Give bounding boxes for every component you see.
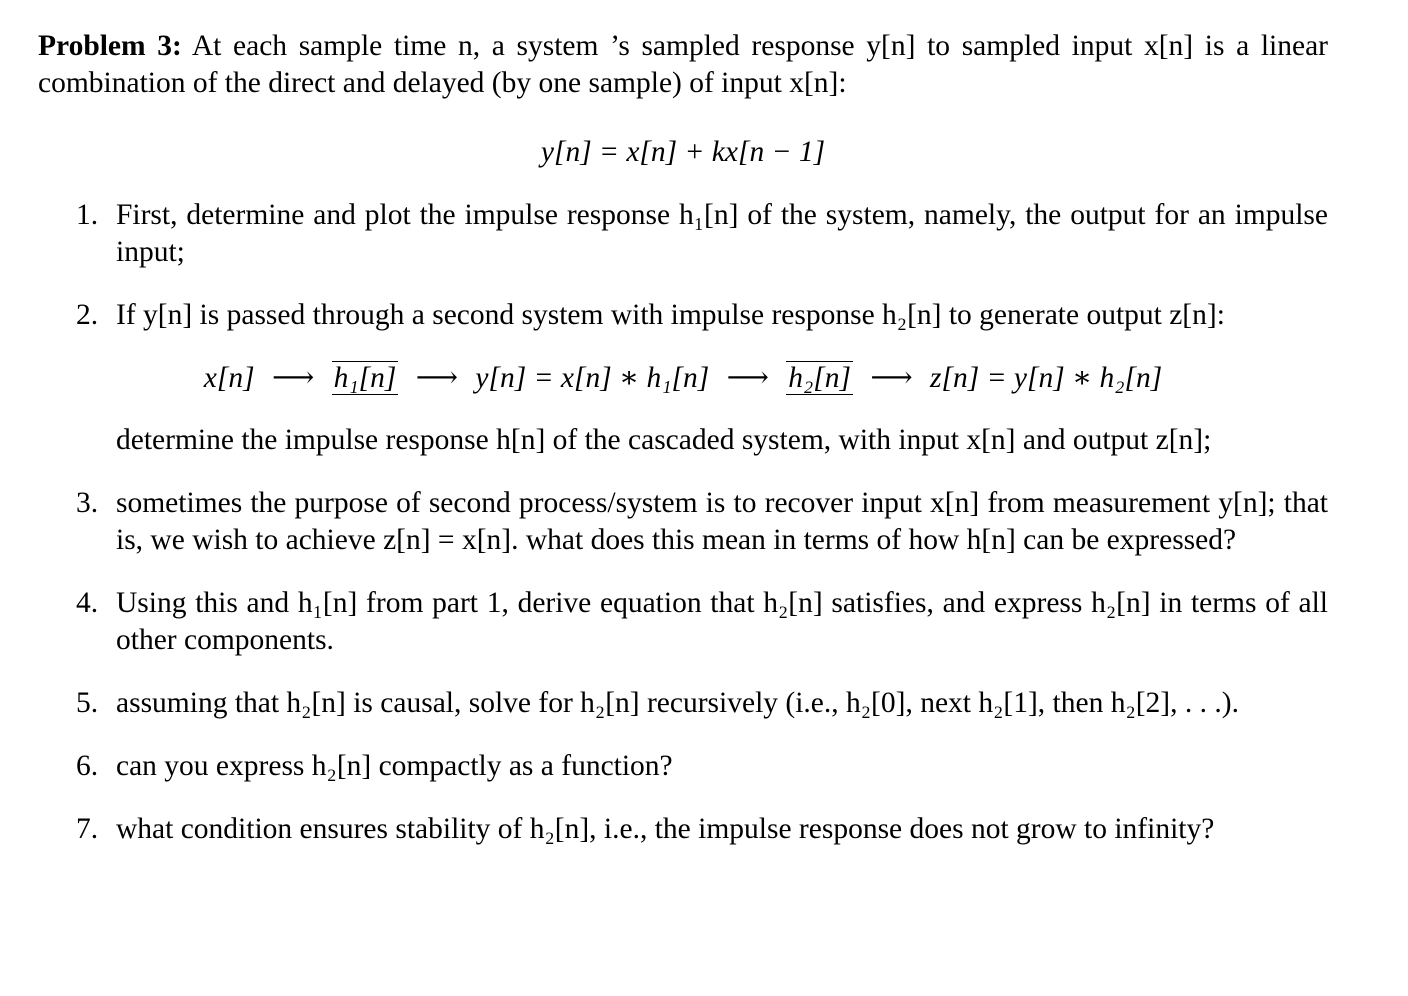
part-number: 1. [76,199,99,231]
problem-intro-text: At each sample time n, a system ’s sampled response y[n] to sampled input x[n] is a linear combination of the direct and delayed (by one sample) of input x[n]: [38,30,1328,99]
block-h1: h₁[n] [333,362,397,394]
part-number: 3. [76,487,99,519]
problem-page [38,28,1328,848]
part-number: 5. [76,687,99,719]
part-2-followup: determine the impulse response h[n] of the cascaded system, with input x[n] and output z[n]; [116,424,1212,456]
parts-list [38,197,1328,848]
part-text: can you express h₂[n] compactly as a function? [116,750,673,782]
arrow-icon: ⟶ [271,362,315,394]
part-3 [38,485,1328,559]
problem-intro [38,28,1328,102]
part-number: 2. [76,299,99,331]
part-number: 4. [76,587,99,619]
part-text: Using this and h₁[n] from part 1, derive equation that h₂[n] satisfies, and express h₂[n] in terms of all other components. [116,587,1328,656]
arrow-icon: ⟶ [726,362,769,394]
part-7 [38,811,1328,848]
part-6 [38,748,1328,785]
part-number: 6. [76,750,99,782]
block-h2: h₂[n] [788,362,851,394]
problem-title: Problem 3: [38,30,182,62]
part-2 [38,297,1328,459]
arrow-icon: ⟶ [415,362,459,394]
part-text: sometimes the purpose of second process/system is to recover input x[n] from measurement y[n]; that is, we wish to achieve z[n] = x[n]. what does this mean in terms of how h[n] can be expressed? [116,487,1328,556]
part-1 [38,197,1328,271]
part-number: 7. [76,813,99,845]
cascade-intermediate: y[n] = x[n] ∗ h₁[n] [475,362,710,394]
part-4 [38,585,1328,659]
part-text: If y[n] is passed through a second system with impulse response h₂[n] to generate output z[n]: [116,299,1225,331]
cascade-input: x[n] [203,362,255,394]
cascade-output: z[n] = y[n] ∗ h₂[n] [930,362,1163,394]
part-5 [38,685,1328,722]
arrow-icon: ⟶ [870,362,913,394]
part-text: First, determine and plot the impulse response h₁[n] of the system, namely, the output for an impulse input; [116,199,1328,268]
part-text: what condition ensures stability of h₂[n], i.e., the impulse response does not grow to infinity? [116,813,1215,845]
part-text: assuming that h₂[n] is causal, solve for h₂[n] recursively (i.e., h₂[0], next h₂[1], then h₂[2], . . .). [116,687,1239,719]
cascade-diagram [38,358,1328,398]
system-equation: y[n] = x[n] + kx[n − 1] [540,136,826,168]
